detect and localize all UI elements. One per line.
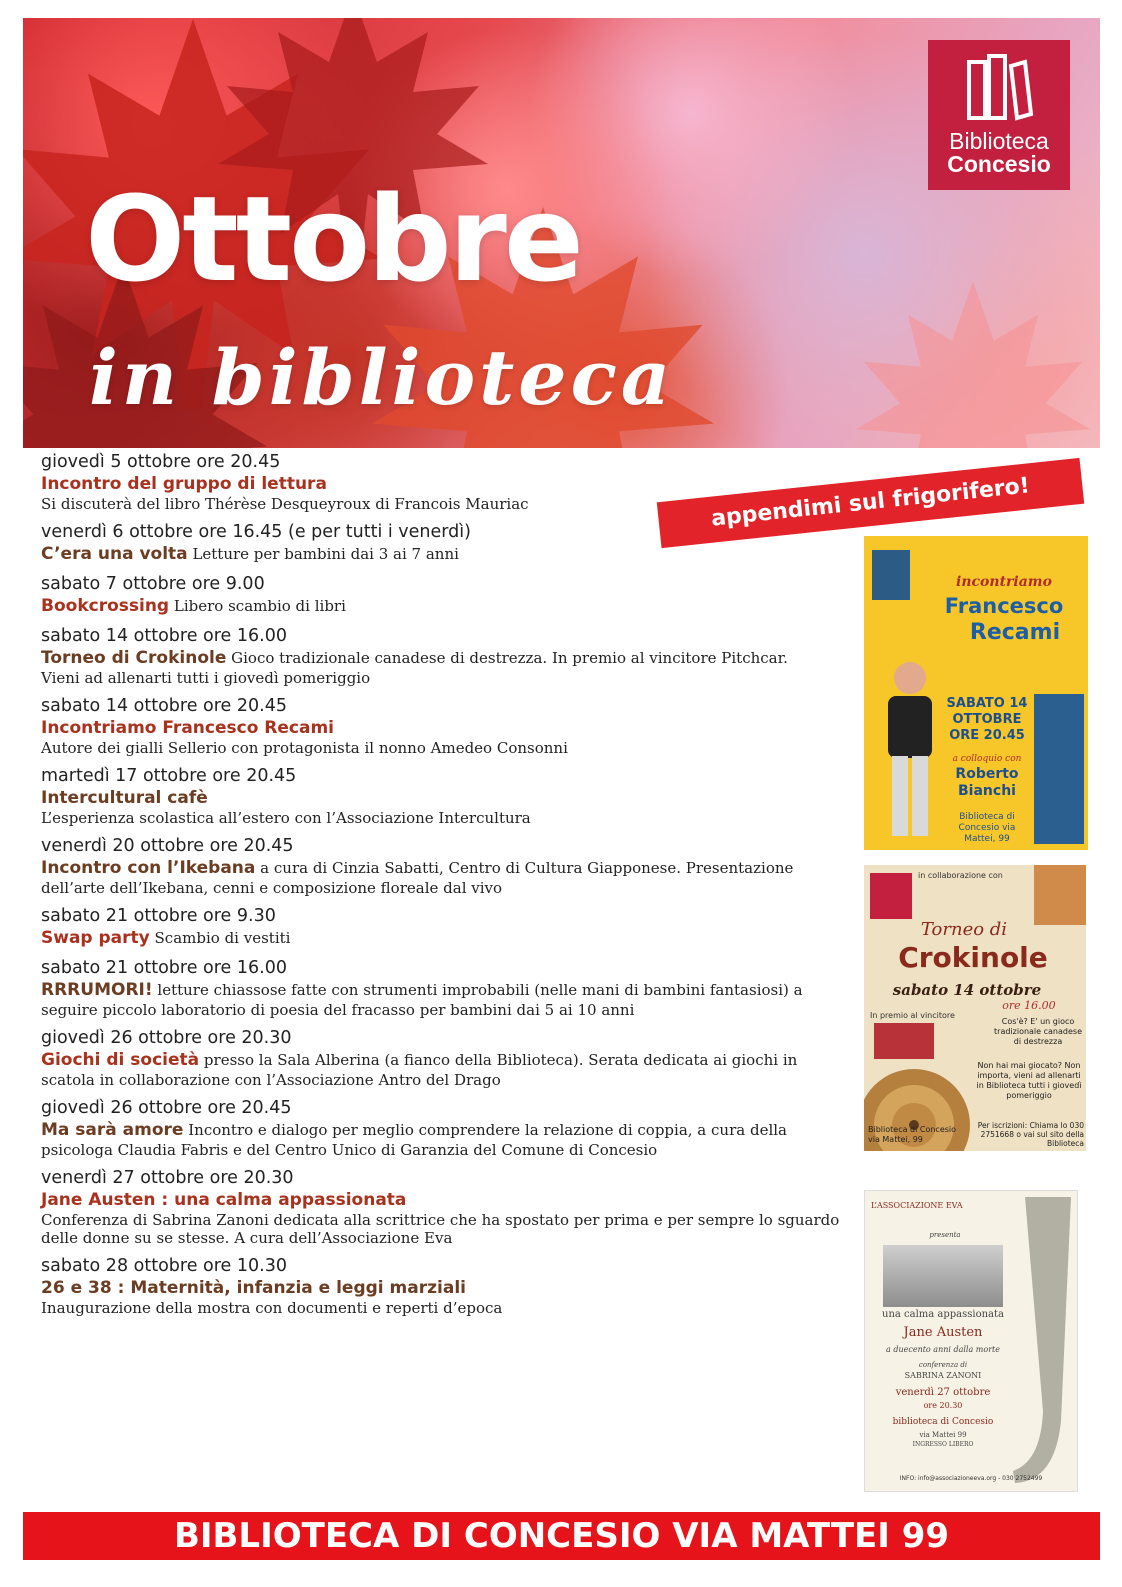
event-description: psicologa Claudia Fabris e del Centro Unico di Garanzia del Comune di Concesio	[41, 1141, 658, 1159]
poster-guest-first: Roberto	[955, 766, 1019, 782]
poster-entry: INGRESSO LIBERO	[912, 1441, 974, 1448]
event-date: sabato 14 ottobre ore 20.45	[41, 696, 287, 716]
page-subtitle: in biblioteca	[89, 333, 675, 422]
event-item	[41, 957, 841, 1019]
event-date: giovedì 5 ottobre ore 20.45	[41, 452, 281, 472]
event-description: dell’arte dell’Ikebana, cenni e composizione floreale dal vivo	[41, 879, 503, 897]
poster-date: SABATO 14 OTTOBRE ORE 20.45	[946, 696, 1028, 743]
event-item	[41, 625, 841, 687]
poster-crokinole	[864, 865, 1086, 1151]
poster-date: sabato 14 ottobre	[892, 981, 1042, 999]
footer-address: BIBLIOTECA DI CONCESIO VIA MATTEI 99	[23, 1512, 1100, 1560]
logo-text-concesio: Concesio	[947, 151, 1051, 177]
event-title: Incontro con l’Ikebana	[41, 858, 256, 878]
event-item	[41, 695, 841, 757]
event-inline-description: Incontro e dialogo per meglio comprendere la relazione di coppia, a cura della	[188, 1121, 787, 1139]
fridge-sticker: appendimi sul frigorifero!	[657, 458, 1084, 548]
event-item	[41, 835, 841, 897]
logo-text-biblioteca: Biblioteca	[949, 128, 1049, 154]
event-title: Ma sarà amore	[41, 1120, 184, 1140]
poster-place: Biblioteca di Concesio via Mattei, 99	[958, 812, 1016, 844]
poster-logo	[870, 873, 912, 919]
poster-info: INFO: info@associazioneeva.org - 030 2752499	[899, 1475, 1043, 1482]
poster-place: Biblioteca di Concesio via Mattei, 99	[868, 1125, 957, 1144]
event-item	[41, 1255, 841, 1317]
event-date: giovedì 26 ottobre ore 20.45	[41, 1098, 292, 1118]
poster-title-main: Crokinole	[898, 941, 1048, 974]
event-inline-description: letture chiassose fatte con strumenti improbabili (nelle mani di bambini fantasiosi) a	[157, 981, 803, 999]
event-title: Jane Austen : una calma appassionata	[41, 1190, 407, 1210]
event-item	[41, 765, 841, 827]
event-inline-description: a cura di Cinzia Sabatti, Centro di Cultura Giapponese. Presentazione	[260, 859, 794, 877]
event-description: seguire piccolo laboratorio di poesia del fracasso per bambini dai 5 ai 10 anni	[41, 1001, 635, 1019]
event-title: Bookcrossing	[41, 596, 170, 616]
event-title: Giochi di società	[41, 1050, 200, 1070]
poster-what: Cos'è? E' un gioco tradizionale canadese di destrezza	[994, 1017, 1082, 1046]
poster-guest-last: Bianchi	[958, 783, 1016, 799]
library-logo	[928, 40, 1070, 190]
event-title: Intercultural cafè	[41, 788, 208, 808]
poster-info: Per iscrizioni: Chiama lo 030 2751668 o vai sul sito della Biblioteca	[977, 1121, 1084, 1148]
maple-leaf-icon	[843, 268, 1100, 448]
poster-recami	[864, 536, 1088, 850]
event-description: Si discuterà del libro Thérèse Desqueyroux di Francois Mauriac	[41, 495, 529, 513]
event-item	[41, 1027, 841, 1089]
event-description: Vieni ad allenarti tutti i giovedì pomeriggio	[41, 669, 371, 687]
event-date: sabato 21 ottobre ore 16.00	[41, 958, 287, 978]
poster-anniversary: a duecento anni dalla morte	[886, 1345, 1000, 1354]
event-title: 26 e 38 : Maternità, infanzia e leggi marziali	[41, 1278, 466, 1298]
event-date: giovedì 26 ottobre ore 20.30	[41, 1028, 292, 1048]
poster-subtitle: una calma appassionata	[882, 1309, 1004, 1320]
person-icon	[870, 656, 950, 846]
event-description: L’esperienza scolastica all’estero con l’Associazione Intercultura	[41, 809, 531, 827]
poster-speaker: SABRINA ZANONI	[904, 1371, 982, 1380]
event-title: RRRUMORI!	[41, 980, 153, 1000]
event-inline-description: Gioco tradizionale canadese di destrezza. In premio al vincitore Pitchcar.	[231, 649, 788, 667]
event-inline-description: Letture per bambini dai 3 ai 7 anni	[192, 545, 459, 563]
poster-conference: conferenza di	[918, 1361, 968, 1369]
event-title: C’era una volta	[41, 544, 188, 564]
event-inline-description: Libero scambio di libri	[173, 597, 346, 615]
event-item	[41, 451, 841, 513]
page-title: Ottobre	[85, 170, 581, 308]
poster-title-top: Torneo di	[920, 919, 1008, 940]
poster-jane-austen	[864, 1190, 1078, 1492]
event-date: sabato 14 ottobre ore 16.00	[41, 626, 287, 646]
poster-date: venerdì 27 ottobre	[895, 1387, 991, 1398]
event-title: Swap party	[41, 928, 150, 948]
poster-collab: in collaborazione con	[918, 871, 1003, 880]
event-date: martedì 17 ottobre ore 20.45	[41, 766, 297, 786]
event-description: scatola in collaborazione con l’Associazione Antro del Drago	[41, 1071, 501, 1089]
poster-place: biblioteca di Concesio	[892, 1417, 994, 1427]
poster-presents: presenta	[929, 1231, 961, 1239]
portrait-image	[883, 1245, 1003, 1307]
event-item	[41, 1167, 841, 1247]
event-date: venerdì 6 ottobre ore 16.45 (e per tutti i venerdì)	[41, 522, 471, 542]
event-description: Autore dei gialli Sellerio con protagonista il nonno Amedeo Consonni	[41, 739, 568, 757]
poster-street: via Mattei 99	[919, 1431, 967, 1439]
event-date: sabato 7 ottobre ore 9.00	[41, 574, 265, 594]
event-list	[41, 451, 841, 1325]
books-icon	[959, 48, 1039, 128]
event-item	[41, 573, 841, 617]
poster-time: ore 16.00	[1002, 999, 1056, 1012]
event-item	[41, 1097, 841, 1159]
poster-time: ore 20.30	[923, 1401, 963, 1410]
poster-author-last: Recami	[969, 620, 1061, 645]
event-title: Torneo di Crokinole	[41, 648, 227, 668]
poster-name: Jane Austen	[903, 1325, 983, 1340]
event-item	[41, 905, 841, 949]
poster-with: a colloquio con	[952, 754, 1022, 764]
event-date: sabato 28 ottobre ore 10.30	[41, 1256, 287, 1276]
poster-side-panel	[1034, 694, 1084, 844]
event-date: sabato 21 ottobre ore 9.30	[41, 906, 276, 926]
event-inline-description: Scambio di vestiti	[154, 929, 291, 947]
event-description: Inaugurazione della mostra con documenti e reperti d’epoca	[41, 1299, 503, 1317]
poster-logo	[872, 550, 910, 600]
event-inline-description: presso la Sala Alberina (a fianco della Biblioteca). Serata dedicata ai giochi in	[203, 1051, 798, 1069]
event-date: venerdì 27 ottobre ore 20.30	[41, 1168, 294, 1188]
poster-heading: incontriamo	[956, 574, 1052, 590]
event-title: Incontriamo Francesco Recami	[41, 718, 335, 738]
event-date: venerdì 20 ottobre ore 20.45	[41, 836, 294, 856]
event-title: Incontro del gruppo di lettura	[41, 474, 327, 494]
poster-org: L’ASSOCIAZIONE EVA	[871, 1201, 963, 1210]
letter-j-icon	[1005, 1191, 1077, 1491]
poster-prize-box	[874, 1023, 934, 1059]
poster-never-played: Non hai mai giocato? Non importa, vieni ad allenarti in Biblioteca tutti i giovedì pomeriggio	[976, 1061, 1082, 1100]
header-banner	[23, 18, 1100, 448]
poster-prize: In premio al vincitore	[870, 1011, 955, 1020]
poster-author-first: Francesco	[944, 594, 1064, 618]
poster-board-corner	[1034, 865, 1086, 925]
event-item	[41, 521, 841, 565]
event-description: Conferenza di Sabrina Zanoni dedicata alla scrittrice che ha spostato per prima e per sempre lo sguardo delle donne su se stesse. A cura dell’Associazione Eva	[41, 1211, 840, 1247]
